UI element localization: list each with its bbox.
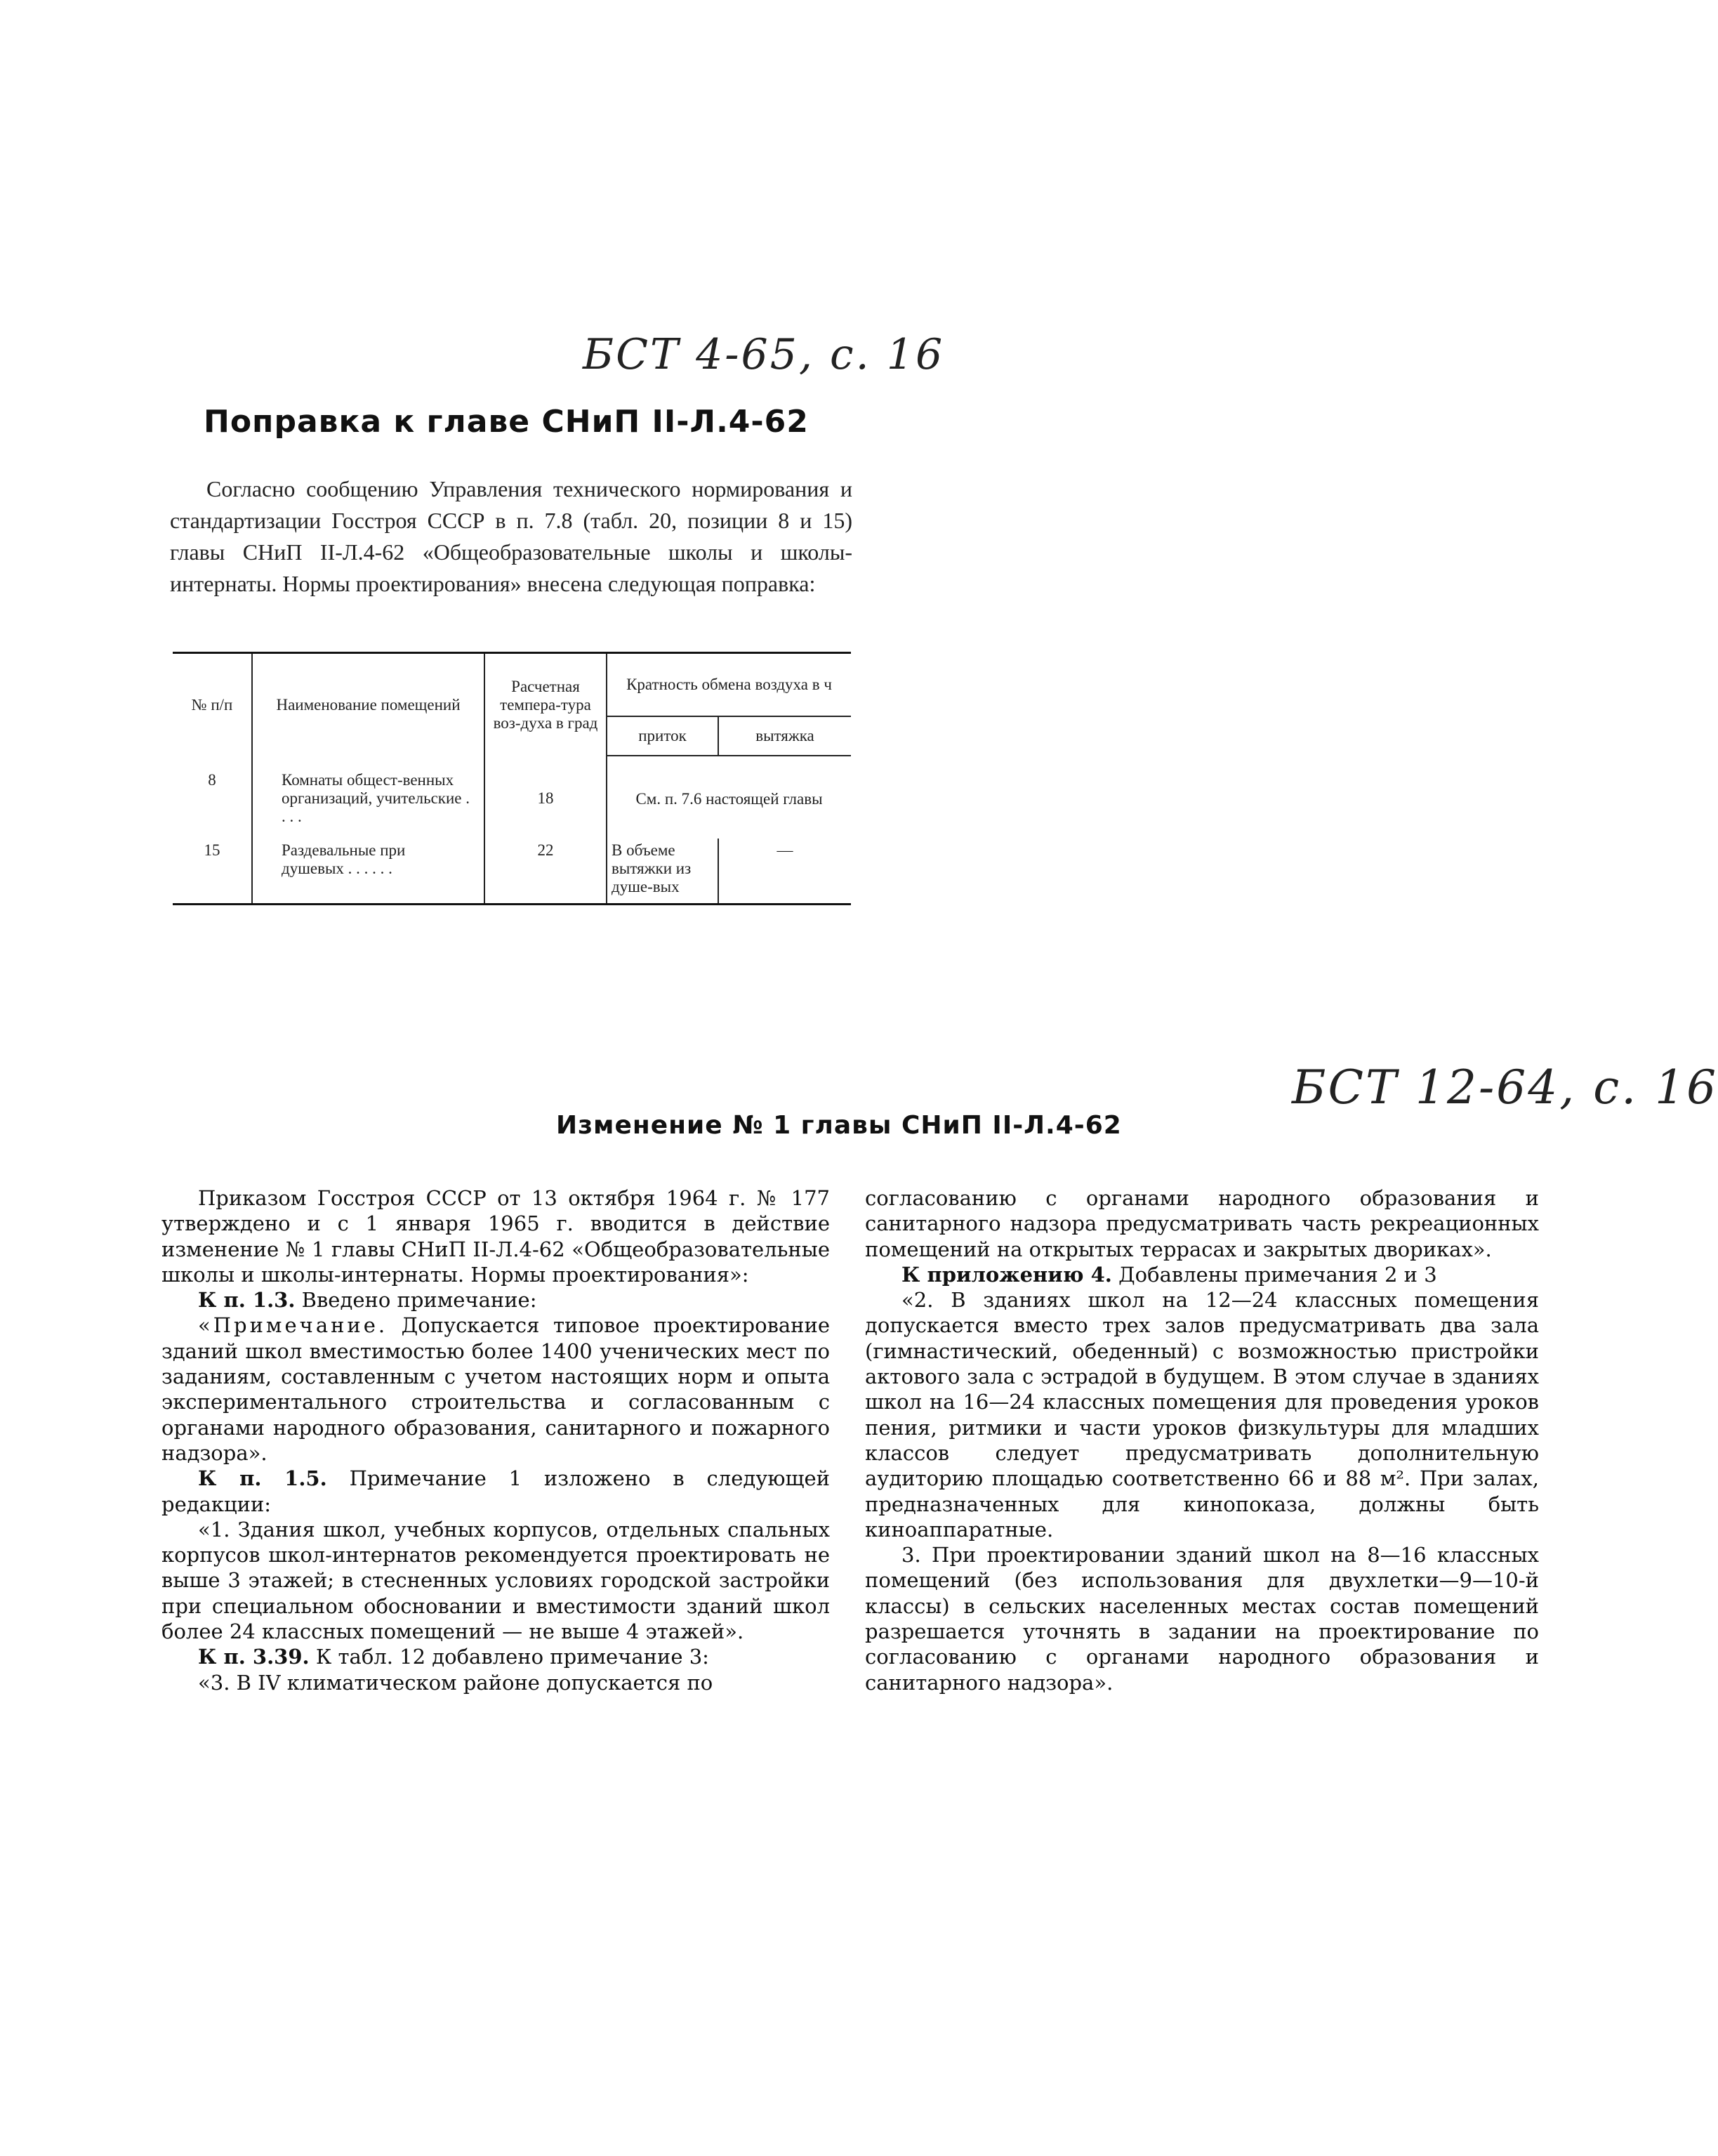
note-3-start: «3. В IV климатическом районе допускается по: [198, 1670, 713, 1695]
header-supply: приток: [607, 716, 718, 756]
header-rate: Кратность обмена воздуха в ч: [607, 653, 851, 717]
note-text: Допускается типовое проектирование зданий школ вместимостью более 1400 ученических мест по заданиям, составленным с учетом настоящих норм и опыта экспериментального строительства и согласованным с органами народного образования, санитарного и пожарного надзора».: [161, 1313, 831, 1465]
appendix-4: [865, 1262, 1539, 1287]
right-column: [865, 1185, 1539, 1695]
note-label: «Примечание.: [198, 1313, 388, 1338]
row-num: 15: [204, 841, 220, 859]
note-3-text: 3. При проектировании зданий школ на 8—16 классных помещений (без использования для двухлетки—9—10-й классы) в сельских населенных местах состав помещений разрешается уточнять в задании на проектирование по согласованию с органами народного образования и санитарного надзора».: [865, 1543, 1539, 1695]
handwritten-reference-note: БСТ 4-65, с. 16: [583, 330, 945, 379]
row-exhaust: —: [718, 839, 851, 905]
row-name: [252, 756, 484, 839]
order-paragraph: Приказом Госстроя СССР от 13 октября 1964 г. № 177 утверждено и с 1 января 1965 г. вводится в действие изменение № 1 главы СНиП II-Л.4-62 «Общеобразовательные школы и школы-интернаты. Нормы проектирования»:: [161, 1186, 830, 1287]
clause-text: Примечание 1 изложено в следующей редакции:: [161, 1466, 831, 1516]
row-name-text: Комнаты общест-венных организаций, учительские . . . .: [282, 771, 470, 825]
row-name-text: Раздевальные при душевых . . . . . .: [282, 841, 406, 877]
row-temp: 22: [484, 839, 607, 905]
note-3-continued: согласованию с органами народного образования и санитарного надзора предусматривать часть рекреационных помещений на открытых террасах и закрытых двориках».: [865, 1186, 1539, 1261]
note-2-text: «2. В зданиях школ на 12—24 классных помещения допускается вместо трех залов предусматривать два зала (гимнастический, обеденный) с возможностью пристройки актового зала с эстрадой в будущем. В этом случае в зданиях школ на 16—24 классных помещения для проведения уроков пения, ритмики и части уроков физкультуры для младших классов следует предусматривать дополнительную аудиторию площадью соответственно 66 и 88 м². При залах, предназначенных для кинопоказа, должны быть киноаппаратные.: [865, 1288, 1539, 1542]
table-row: [173, 756, 851, 839]
clause-text: Добавлены примечания 2 и 3: [1118, 1262, 1437, 1287]
clause-3-39: [161, 1644, 830, 1669]
clause-label: К п. 3.39.: [198, 1645, 310, 1669]
clause-label: К п. 1.5.: [198, 1466, 327, 1491]
clause-text: К табл. 12 добавлено примечание 3:: [315, 1645, 709, 1669]
row-name: [252, 839, 484, 905]
clause-label: К приложению 4.: [901, 1262, 1112, 1287]
clause-text: Введено примечание:: [301, 1288, 537, 1313]
note-1-text: «1. Здания школ, учебных корпусов, отдельных спальных корпусов школ-интернатов рекомендуется проектировать не выше 3 этажей; в стесненных условиях городской застройки при специальном обосновании и вместимости зданий школ более 24 классных помещений — не выше 4 этажей».: [161, 1517, 830, 1644]
header-name: Наименование помещений: [252, 653, 484, 756]
row-temp: 18: [484, 756, 607, 839]
row-num: 8: [208, 771, 216, 789]
row-rate: См. п. 7.6 настоящей главы: [607, 756, 851, 839]
amendment-intro: Согласно сообщению Управления технического нормирования и стандартизации Госстроя СССР в п. 7.8 (табл. 20, позиции 8 и 15) главы СНиП II-Л.4-62 «Общеобразовательные школы и школы-интернаты. Нормы проектирования» внесена следующая поправка:: [170, 476, 852, 596]
clause-label: К п. 1.3.: [198, 1288, 296, 1313]
clause-1-5: [161, 1466, 830, 1517]
header-num: № п/п: [191, 695, 233, 714]
table-row: [173, 839, 851, 905]
amendment-title: Поправка к главе СНиП II-Л.4-62: [204, 404, 809, 440]
row-supply: В объеме вытяжки из душе-вых: [607, 839, 718, 905]
clause-1-3: [161, 1287, 830, 1313]
left-column: [161, 1185, 830, 1695]
header-exhaust: вытяжка: [718, 716, 851, 756]
amendment-table: [173, 652, 851, 905]
handwritten-reference-note-2: БСТ 12-64, с. 16: [1292, 1060, 1718, 1115]
header-temp: Расчетная темпера-тура воз-духа в град: [484, 653, 607, 756]
change-title: Изменение № 1 главы СНиП II-Л.4-62: [556, 1111, 1122, 1140]
note-paragraph: [161, 1313, 830, 1466]
